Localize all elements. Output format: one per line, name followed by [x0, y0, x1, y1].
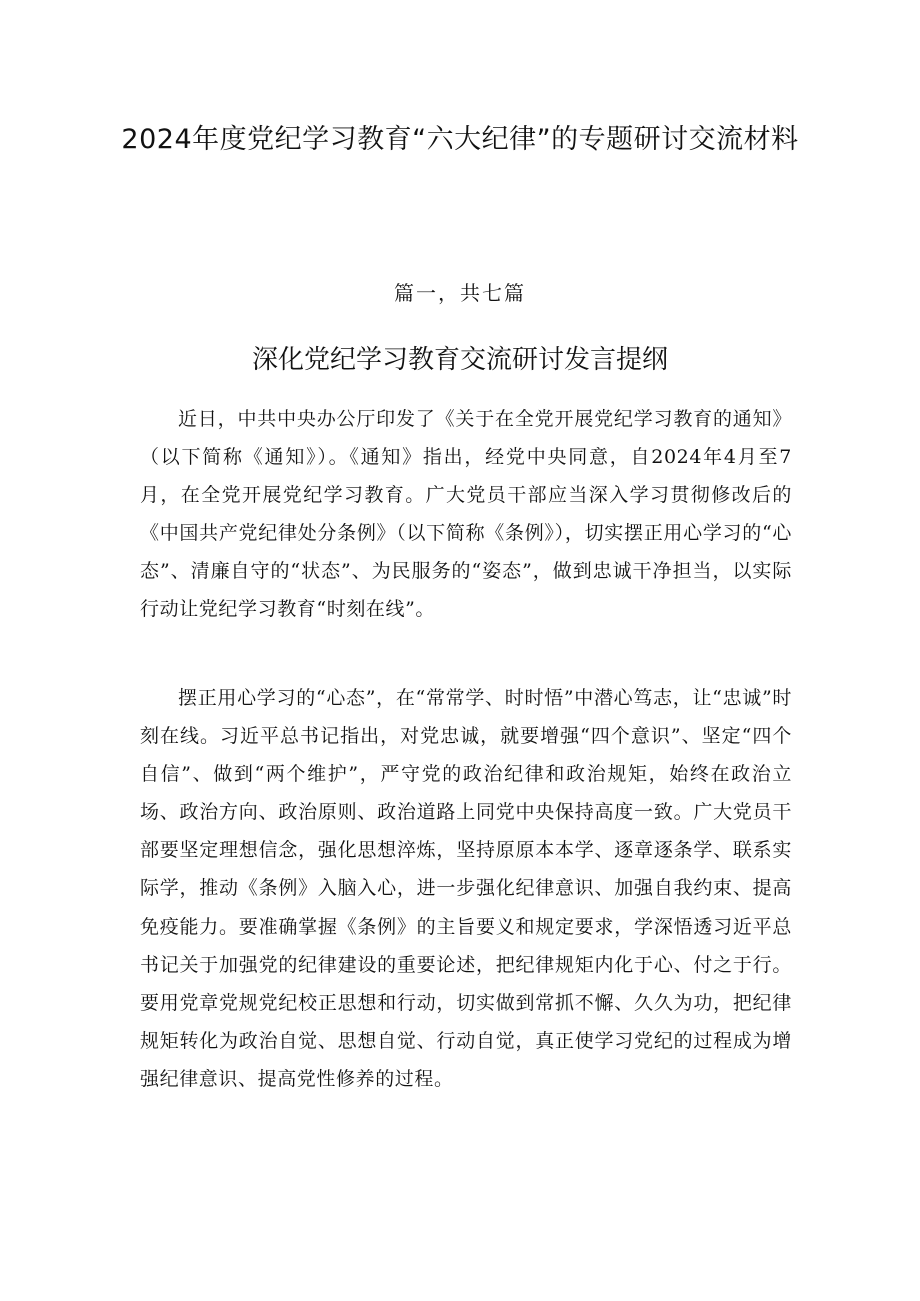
body-paragraph: 近日，中共中央办公厅印发了《关于在全党开展党纪学习教育的通知》（以下简称《通知》）。《通知》指出，经党中央同意，自2024年4月至7月，在全党开展党纪学习教育。广大党员干部应当深入学习贯彻修改后的《中国共产党纪律处分条例》（以下简称《条例》），切实摆正用心学习的“心态”、清廉自守的“状态”、为民服务的“姿态”，做到忠诚干净担当，以实际行动让党纪学习教育“时刻在线”。 — [140, 408, 792, 621]
body-paragraph: 摆正用心学习的“心态”，在“常常学、时时悟”中潜心笃志，让“忠诚”时刻在线。习近平总书记指出，对党忠诚，就要增强“四个意识”、坚定“四个自信”、做到“两个维护”，严守党的政治纪律和政治规矩，始终在政治立场、政治方向、政治原则、政治道路上同党中央保持高度一致。广大党员干部要坚定理想信念，强化思想淬炼，坚持原原本本学、逐章逐条学、联系实际学，推动《条例》入脑入心，进一步强化纪律意识、加强自我约束、提高免疫能力。要准确掌握《条例》的主旨要义和规定要求，学深悟透习近平总书记关于加强党的纪律建设的重要论述，把纪律规矩内化于心、付之于行。要用党章党规党纪校正思想和行动，切实做到常抓不懈、久久为功，把纪律规矩转化为政治自觉、思想自觉、行动自觉，真正使学习党纪的过程成为增强纪律意识、提高党性修养的过程。 — [140, 687, 792, 1090]
section-label: 篇一，共七篇 — [394, 281, 526, 305]
document-title: 2024年度党纪学习教育“六大纪律”的专题研讨交流材料 — [121, 124, 799, 155]
speech-title: 深化党纪学习教育交流研讨发言提纲 — [251, 345, 668, 375]
